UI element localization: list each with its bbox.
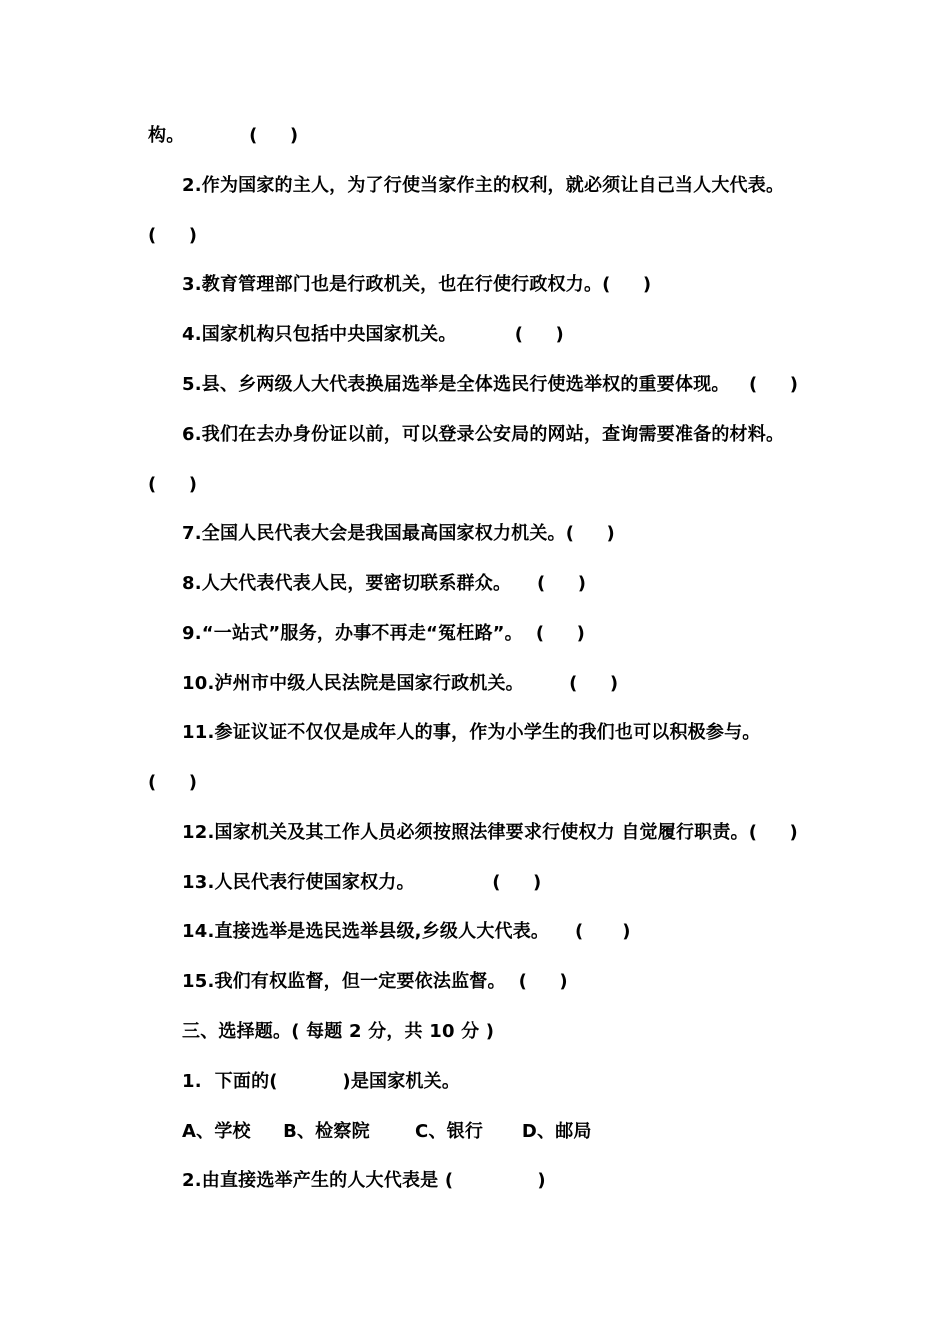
section-heading-choice: 三、选择题。( 每题 2 分，共 10 分 )	[182, 1021, 495, 1042]
text-line-9: 7.全国人民代表大会是我国最高国家权力机关。( )	[182, 523, 615, 544]
text-line-4: 3.教育管理部门也是行政机关，也在行使行政权力。( )	[182, 274, 652, 295]
text-line-12: 10.泸州市中级人民法院是国家行政机关。 ( )	[182, 673, 619, 694]
text-line-8: ( )	[148, 474, 198, 495]
text-line-20: 1. 下面的( )是国家机关。	[182, 1071, 461, 1092]
text-line-11: 9.“一站式”服务，办事不再走“冤枉路”。 ( )	[182, 623, 586, 644]
text-line-7: 6.我们在去办身份证以前，可以登录公安局的网站，查询需要准备的材料。	[182, 424, 785, 445]
text-line-18: 15.我们有权监督，但一定要依法监督。 ( )	[182, 971, 568, 992]
text-line-2: 2.作为国家的主人，为了行使当家作主的权利，就必须让自己当人大代表。	[182, 175, 785, 196]
text-line-1: 构。 ( )	[148, 125, 299, 146]
text-line-10: 8.人大代表代表人民，要密切联系群众。 ( )	[182, 573, 587, 594]
text-line-13: 11.参证议证不仅仅是成年人的事，作为小学生的我们也可以积极参与。	[182, 722, 761, 743]
text-line-21: A、学校 B、检察院 C、银行 D、邮局	[182, 1121, 592, 1142]
text-line-3: ( )	[148, 225, 198, 246]
text-line-5: 4.国家机构只包括中央国家机关。 ( )	[182, 324, 564, 345]
text-line-6: 5.县、乡两级人大代表换届选举是全体选民行使选举权的重要体现。 ( )	[182, 374, 799, 395]
text-line-15: 12.国家机关及其工作人员必须按照法律要求行使权力 自觉履行职责。( )	[182, 822, 798, 843]
text-line-16: 13.人民代表行使国家权力。 ( )	[182, 872, 542, 893]
text-line-14: ( )	[148, 772, 198, 793]
text-line-22: 2.由直接选举产生的人大代表是 ( )	[182, 1170, 546, 1191]
text-line-17: 14.直接选举是选民选举县级,乡级人大代表。 ( )	[182, 921, 631, 942]
